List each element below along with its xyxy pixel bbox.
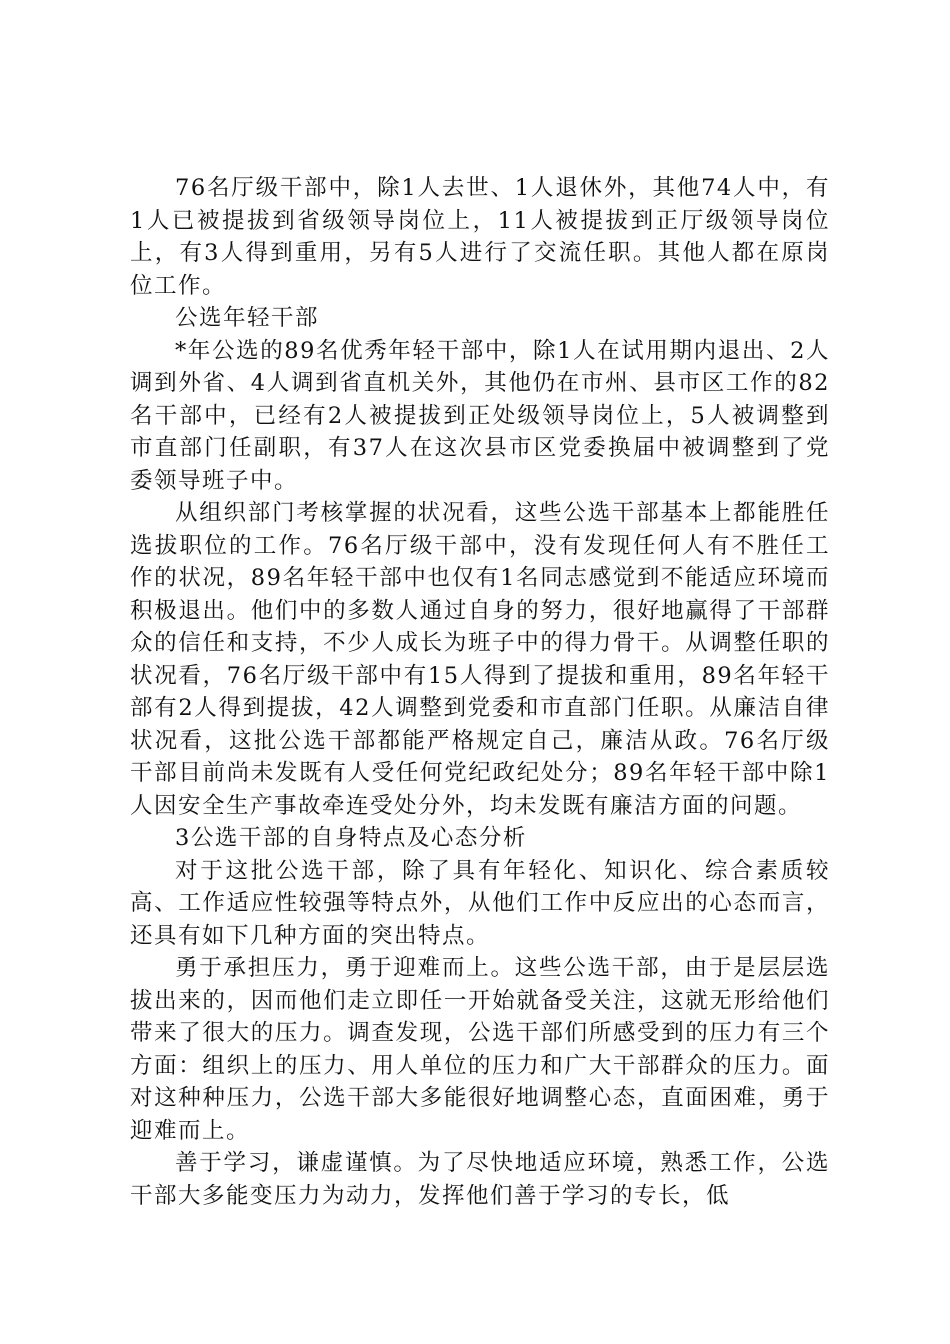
paragraph-assessment: 从组织部门考核掌握的状况看，这些公选干部基本上都能胜任选拔职位的工作。76名厅级干部中，没有发现任何人有不胜任工作的状况，89名年轻干部中也仅有1名同志感觉到不能适应环境而积极退出。他们中的多数人通过自身的努力，很好地赢得了干部群众的信任和支持，不少人成长为班子中的得力骨干。从调整任职的状况看，76名厅级干部中有15人得到了提拔和重用，89名年轻干部有2人得到提拔，42人调整到党委和市直部门任职。从廉洁自律状况看，这批公选干部都能严格规定自己，廉洁从政。76名厅级干部目前尚未发既有人受任何党纪政纪处分；89名年轻干部中除1人因安全生产事故牵连受处分外，均未发既有廉洁方面的问题。 bbox=[130, 500, 830, 819]
document-page bbox=[130, 172, 830, 1212]
paragraph-characteristics-intro: 对于这批公选干部，除了具有年轻化、知识化、综合素质较高、工作适应性较强等特点外，从他们工作中反应出的心态而言，还具有如下几种方面的突出特点。 bbox=[130, 857, 830, 949]
section-heading-characteristics: 3公选干部的自身特点及心态分析 bbox=[175, 825, 527, 851]
paragraph-pressure: 勇于承担压力，勇于迎难而上。这些公选干部，由于是层层选拔出来的，因而他们走立即任一开始就备受关注，这就无形给他们带来了很大的压力。调查发现，公选干部们所感受到的压力有三个方面：组织上的压力、用人单位的压力和广大干部群众的压力。面对这种种压力，公选干部大多能很好地调整心态，直面困难，勇于迎难而上。 bbox=[130, 955, 830, 1144]
section-heading-young-cadres: 公选年轻干部 bbox=[175, 305, 320, 331]
paragraph-officials-outcome: 76名厅级干部中，除1人去世、1人退休外，其他74人中，有1人已被提拔到省级领导岗位上，11人被提拔到正厅级领导岗位上，有3人得到重用，另有5人进行了交流任职。其他人都在原岗位工作。 bbox=[130, 175, 830, 299]
paragraph-young-cadres-outcome: *年公选的89名优秀年轻干部中，除1人在试用期内退出、2人调到外省、4人调到省直机关外，其他仍在市州、县市区工作的82名干部中，已经有2人被提拔到正处级领导岗位上，5人被调整到市直部门任副职，有37人在这次县市区党委换届中被调整到了党委领导班子中。 bbox=[130, 337, 830, 494]
paragraph-learning: 善于学习，谦虚谨慎。为了尽快地适应环境，熟悉工作，公选干部大多能变压力为动力，发挥他们善于学习的专长，低 bbox=[130, 1150, 830, 1209]
